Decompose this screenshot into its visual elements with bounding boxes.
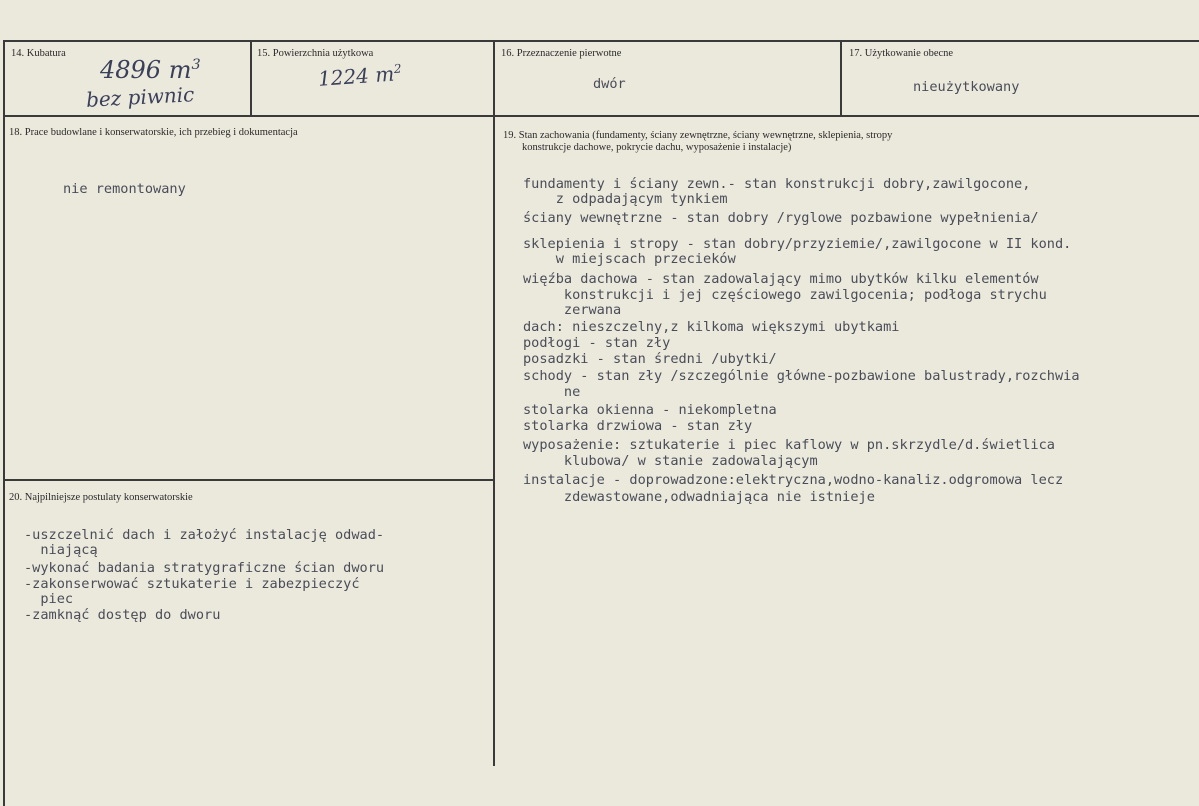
condition-line: stolarka drzwiowa - stan zły [523, 418, 753, 434]
field-14-volume-value: 4896 m [100, 56, 192, 84]
condition-line: z odpadającym tynkiem [523, 191, 728, 207]
postulate-line: -zakonserwować sztukaterie i zabezpieczyć [24, 576, 360, 592]
field-19-label-line1: 19. Stan zachowania (fundamenty, ściany zewnętrzne, ściany wewnętrzne, sklepienia, stropy [503, 130, 893, 141]
col-divider-3 [840, 40, 842, 116]
postulate-line: -wykonać badania stratygraficzne ścian dworu [24, 560, 385, 576]
postulate-line: piec [24, 591, 74, 607]
condition-line: w miejscach przecieków [523, 251, 736, 267]
field-20-label: 20. Najpilniejsze postulaty konserwatorskie [9, 492, 193, 503]
condition-line: więźba dachowa - stan zadowalający mimo ubytków kilku elementów [523, 271, 1039, 287]
field-17-value: nieużytkowany [913, 79, 1020, 95]
field-18-value: nie remontowany [63, 181, 186, 197]
field-14-volume [100, 56, 201, 84]
field-14-note: bez piwnic [85, 82, 195, 112]
row1-bottom-rule [4, 115, 1199, 117]
condition-line: wyposażenie: sztukaterie i piec kaflowy w pn.skrzydle/d.świetlica [523, 437, 1055, 453]
condition-line: ne [523, 384, 581, 400]
condition-line: dach: nieszczelny,z kilkoma większymi ubytkami [523, 319, 900, 335]
field-16-value: dwór [593, 76, 626, 92]
condition-line: zdewastowane,odwadniająca nie istnieje [523, 489, 875, 505]
row2-mid-rule [4, 479, 493, 481]
top-rule [4, 40, 1199, 42]
condition-line: posadzki - stan średni /ubytki/ [523, 351, 777, 367]
condition-line: klubowa/ w stanie zadowalającym [523, 453, 818, 469]
postulate-line: -uszczelnić dach i założyć instalację odwad- [24, 527, 385, 543]
condition-line: konstrukcji i jej częściowego zawilgocenia; podłoga strychu [523, 287, 1047, 303]
field-14-label: 14. Kubatura [11, 48, 66, 59]
condition-line: podłogi - stan zły [523, 335, 671, 351]
field-15-area-unit-exp: 2 [393, 61, 402, 76]
condition-line: sklepienia i stropy - stan dobry/przyziemie/,zawilgocone w II kond. [523, 236, 1072, 252]
field-15-area [317, 61, 402, 91]
condition-line: schody - stan zły /szczególnie główne-pozbawione balustrady,rozchwia [523, 368, 1080, 384]
condition-line: stolarka okienna - niekompletna [523, 402, 777, 418]
field-14-volume-unit-exp: 3 [191, 57, 201, 73]
field-15-area-value: 1224 m [317, 61, 395, 91]
field-19-label-line2: konstrukcje dachowe, pokrycie dachu, wyposażenie i instalacje) [522, 142, 792, 153]
condition-line: ściany wewnętrzne - stan dobry /ryglowe pozbawione wypełnienia/ [523, 210, 1039, 226]
field-17-label: 17. Użytkowanie obecne [849, 48, 954, 59]
field-18-label: 18. Prace budowlane i konserwatorskie, ich przebieg i dokumentacja [9, 127, 298, 138]
postulate-line: -zamknąć dostęp do dworu [24, 607, 221, 623]
condition-line: instalacje - doprowadzone:elektryczna,wodno-kanaliz.odgromowa lecz [523, 472, 1064, 488]
condition-line: fundamenty i ściany zewn.- stan konstrukcji dobry,zawilgocone, [523, 176, 1031, 192]
col-divider-2 [493, 40, 495, 766]
col-divider-1 [250, 40, 252, 116]
condition-line: zerwana [523, 302, 622, 318]
field-15-label: 15. Powierzchnia użytkowa [257, 48, 374, 59]
postulate-line: niającą [24, 542, 98, 558]
field-16-label: 16. Przeznaczenie pierwotne [501, 48, 622, 59]
left-edge-rule [3, 40, 5, 806]
